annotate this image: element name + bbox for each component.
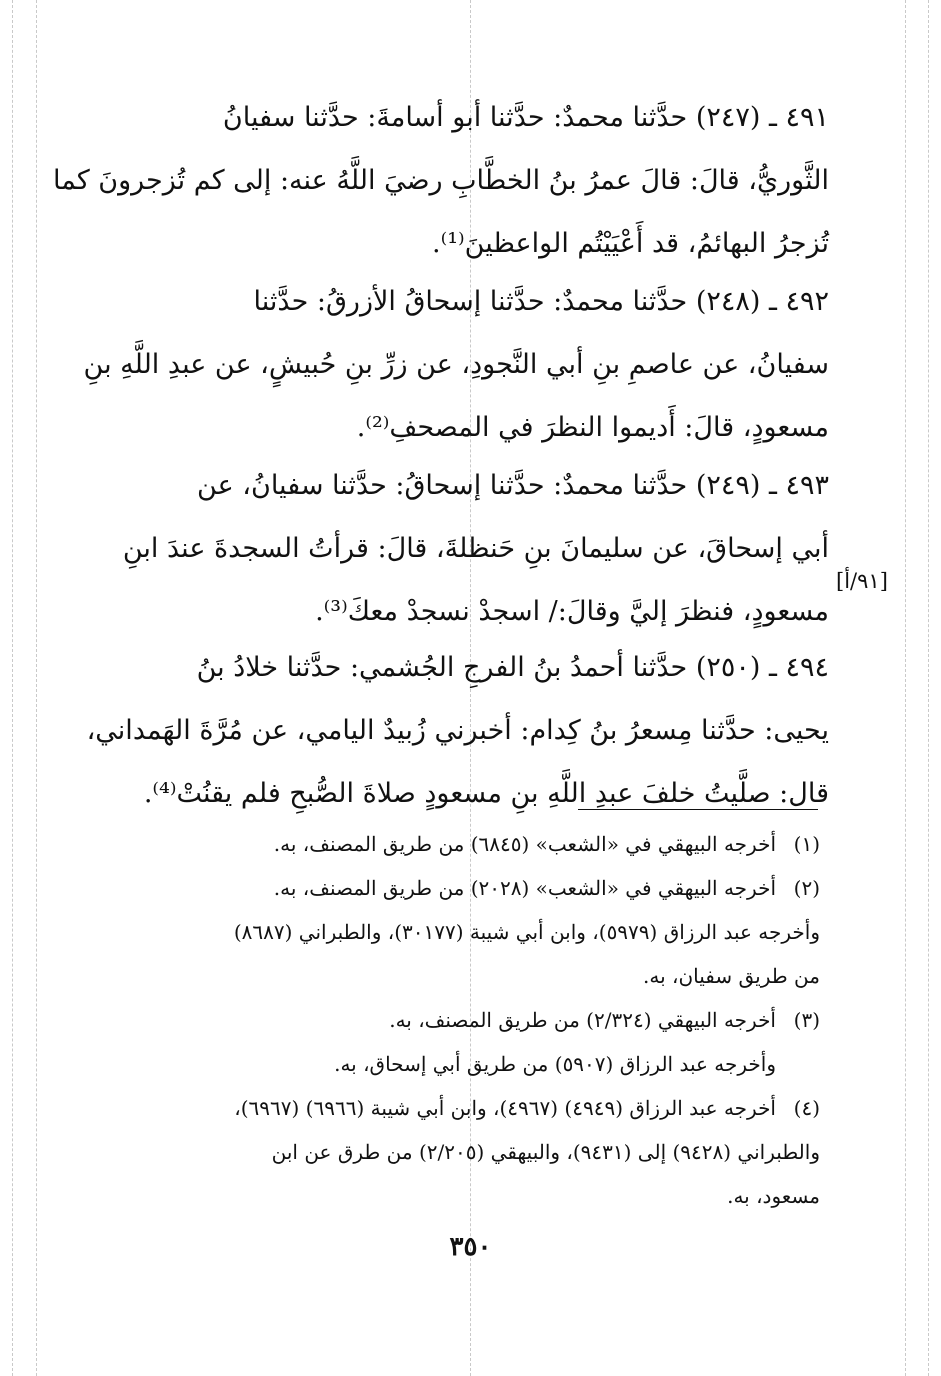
entry-line: قال: صلَّيتُ خلفَ عبدِ اللَّهِ بنِ مسعودٍ صلاةَ الصُّبحِ فلم يقنُتْ⁽⁴⁾. xyxy=(143,778,829,809)
footnote-line xyxy=(96,998,820,1042)
footnote-line xyxy=(96,1174,820,1218)
hadith-entry-493 xyxy=(96,454,829,643)
footnote-text: وأخرجه عبد الرزاق (٥٩٧٩)، وابن أبي شيبة (٣٠١٧٧)، والطبراني (٨٦٨٧) xyxy=(233,920,820,944)
footnote-separator xyxy=(578,809,818,810)
page-number: ٣٥٠ xyxy=(449,1232,492,1262)
footnote-text: أخرجه عبد الرزاق (٤٩٤٩) (٤٩٦٧)، وابن أبي شيبة (٦٩٦٦) (٦٩٦٧)، xyxy=(234,1096,776,1120)
scan-guide-line xyxy=(905,0,906,1376)
scan-guide-line xyxy=(928,0,929,1376)
scan-guide-line xyxy=(36,0,37,1376)
entry-line: ٤٩٣ ـ (٢٤٩) حدَّثنا محمدٌ: حدَّثنا إسحاقُ: حدَّثنا سفيانُ، عن xyxy=(197,470,829,501)
entry-line: ٤٩٢ ـ (٢٤٨) حدَّثنا محمدٌ: حدَّثنا إسحاقُ الأزرقُ: حدَّثنا xyxy=(253,286,829,317)
footnote-key: (٤) xyxy=(793,1096,820,1120)
footnote-text: من طريق سفيان، به. xyxy=(642,964,820,988)
hadith-entry-491 xyxy=(53,86,829,275)
footnote-text: مسعود، به. xyxy=(727,1184,820,1208)
footnote-line xyxy=(96,822,820,866)
scan-guide-line xyxy=(12,0,13,1376)
footnote-line xyxy=(96,910,820,954)
footnote-text: وأخرجه عبد الرزاق (٥٩٠٧) من طريق أبي إسحاق، به. xyxy=(334,1052,776,1076)
footnote-text: والطبراني (٩٤٢٨) إلى (٩٤٣١)، والبيهقي (٢/٢٠٥) من طرق عن ابن xyxy=(271,1140,820,1164)
hadith-entry-492 xyxy=(83,270,829,459)
footnote-line xyxy=(96,1130,820,1174)
entry-line: أبي إسحاقَ، عن سليمانَ بنِ حَنظلةَ، قالَ: قرأتُ السجدةَ عندَ ابنِ xyxy=(122,533,829,564)
footnote-text: أخرجه البيهقي في «الشعب» (٢٠٢٨) من طريق المصنف، به. xyxy=(273,876,776,900)
entry-line: ٤٩١ ـ (٢٤٧) حدَّثنا محمدٌ: حدَّثنا أبو أسامةَ: حدَّثنا سفيانُ xyxy=(222,102,829,133)
entry-line: سفيانُ، عن عاصمِ بنِ أبي النَّجودِ، عن زرِّ بنِ حُبيشٍ، عن عبدِ اللَّهِ بنِ xyxy=(83,349,829,380)
footnote-key: (٢) xyxy=(793,876,820,900)
footnotes xyxy=(96,822,820,1218)
manuscript-folio-marker: [٩١/أ] xyxy=(836,569,888,593)
footnote-key: (٣) xyxy=(793,1008,820,1032)
entry-line: الثَّوريُّ، قالَ: قالَ عمرُ بنُ الخطَّابِ رضيَ اللَّهُ عنه: إلى كم تُزجرونَ كما xyxy=(53,165,829,196)
footnote-text: أخرجه البيهقي في «الشعب» (٦٨٤٥) من طريق المصنف، به. xyxy=(273,832,776,856)
entry-line: ٤٩٤ ـ (٢٥٠) حدَّثنا أحمدُ بنُ الفرجِ الجُشمي: حدَّثنا خلادُ بنُ xyxy=(196,652,829,683)
footnote-key: (١) xyxy=(793,832,820,856)
entry-line: يحيى: حدَّثنا مِسعرُ بنُ كِدام: أخبرني زُبيدٌ اليامي، عن مُرَّةَ الهَمداني، xyxy=(86,715,829,746)
footnote-line xyxy=(96,1086,820,1130)
footnote-line xyxy=(96,866,820,910)
entry-line: مسعودٍ، فنظرَ إليَّ وقالَ:/ اسجدْ نسجدْ معكَ⁽³⁾. xyxy=(315,596,829,627)
footnote-line xyxy=(96,954,820,998)
entry-line: تُزجرُ البهائمُ، قد أَعْيَيْتُم الواعظينَ⁽¹⁾. xyxy=(432,228,829,259)
footnote-text: أخرجه البيهقي (٢/٣٢٤) من طريق المصنف، به. xyxy=(389,1008,776,1032)
entry-line: مسعودٍ، قالَ: أَديموا النظرَ في المصحفِ⁽²⁾. xyxy=(356,412,829,443)
hadith-entry-494 xyxy=(86,636,829,825)
footnote-line xyxy=(96,1042,820,1086)
